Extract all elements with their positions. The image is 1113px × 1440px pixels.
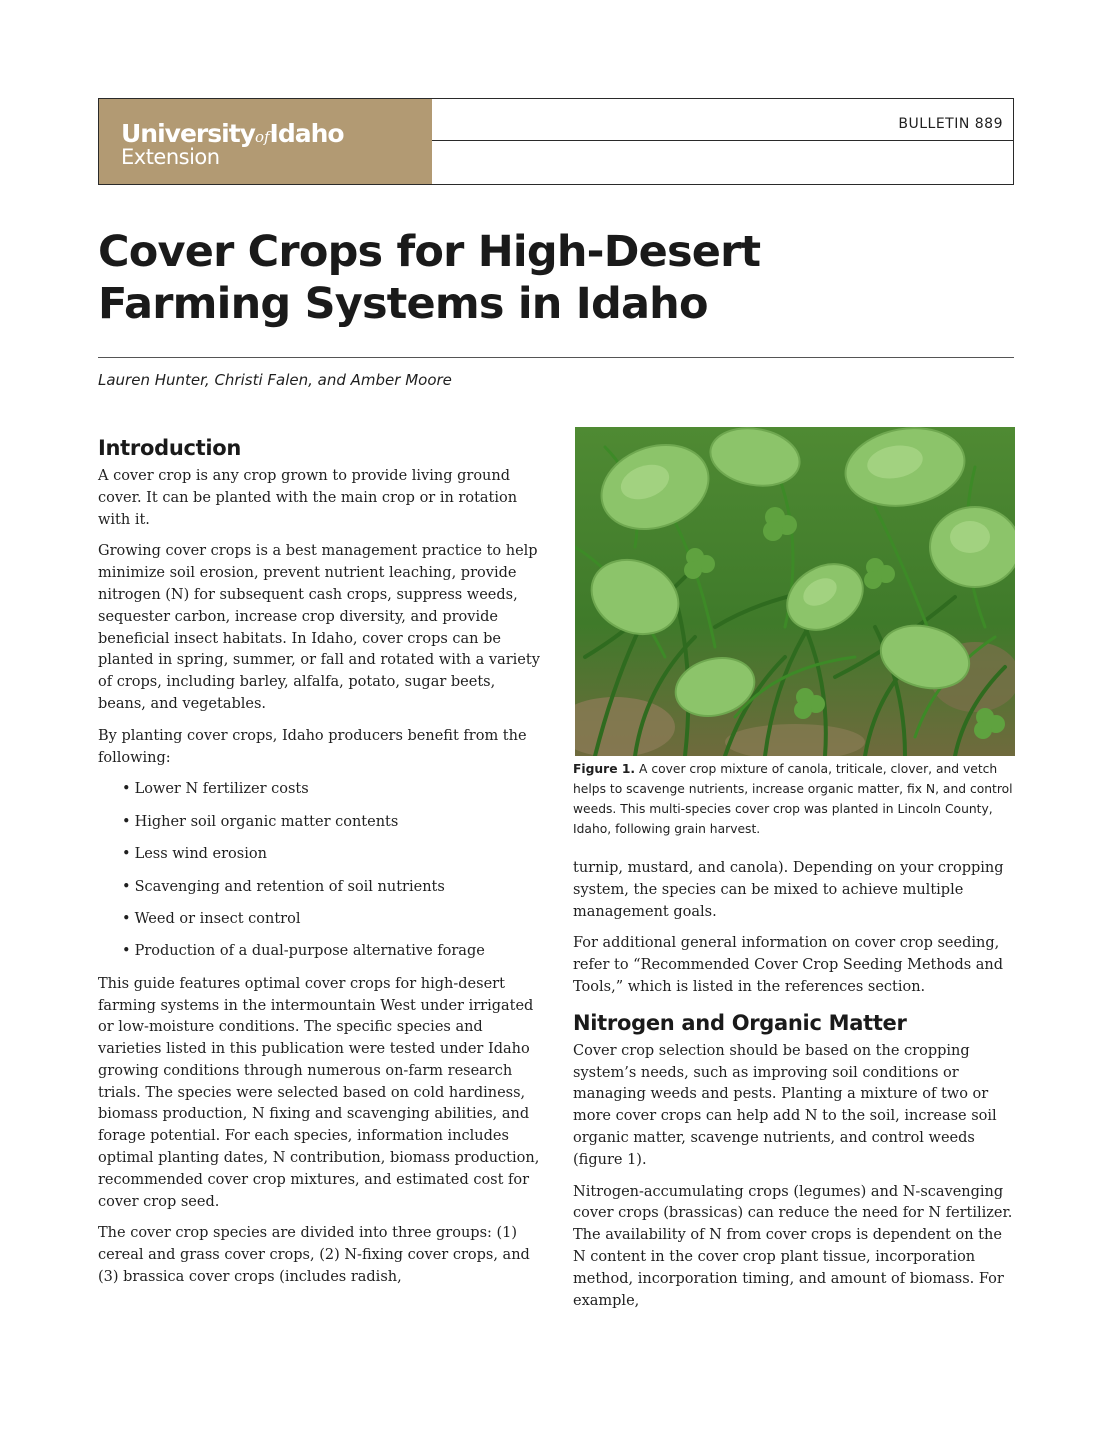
body-paragraph: Cover crop selection should be based on the cropping system’s needs, such as improving soil conditions or managing weeds and pests. Planting a mixture of two or more cover crops can help add N to the soil, increase soil organic matter, scavenge nutrients, and control weeds (figure 1). xyxy=(573,1042,997,1168)
list-item: • Scavenging and retention of soil nutrients xyxy=(122,877,544,899)
intro-paragraph: This guide features optimal cover crops for high-desert farming systems in the intermountain West under irrigated or low-moisture conditions. The specific species and varieties listed in this publication were tested under Idaho growing conditions through numerous on-farm research trials. The species were selected based on cold hardiness, biomass production, N fixing and scavenging abilities, and forage potential. For each species, information includes optimal planting dates, N contribution, biomass production, recommended cover crop mixtures, and estimated cost for cover crop seed. xyxy=(98,975,540,1210)
cover-crop-image xyxy=(575,427,1015,756)
title-line-2: Farming Systems in Idaho xyxy=(98,279,708,329)
figure-caption xyxy=(573,759,1018,839)
list-item: • Higher soil organic matter contents xyxy=(122,812,544,834)
logo-extension: Extension xyxy=(121,145,220,169)
list-item: • Lower N fertilizer costs xyxy=(122,779,544,801)
bulletin-number: BULLETIN 889 xyxy=(898,116,1003,132)
figure-label: Figure 1. xyxy=(573,762,636,776)
benefits-list xyxy=(98,779,544,963)
logo-university-name: UniversityofIdaho xyxy=(121,119,344,148)
body-paragraph: turnip, mustard, and canola). Depending on your cropping system, the species can be mixed to achieve multiple management goals. xyxy=(573,860,1004,920)
title-line-1: Cover Crops for High-Desert xyxy=(98,227,761,277)
list-item: • Production of a dual-purpose alternative forage xyxy=(122,941,544,963)
left-column xyxy=(98,434,544,1299)
intro-heading: Introduction xyxy=(98,436,242,460)
header-band xyxy=(98,98,1014,185)
intro-paragraph: By planting cover crops, Idaho producers benefit from the following: xyxy=(98,727,527,766)
university-logo[interactable] xyxy=(99,99,432,184)
title-divider xyxy=(98,357,1014,358)
intro-paragraph: Growing cover crops is a best management practice to help minimize soil erosion, prevent nutrient leaching, provide nitrogen (N) for subsequent cash crops, suppress weeds, sequester carbon, increase crop diversity, and provide beneficial insect habitats. In Idaho, cover crops can be planted in spring, summer, or fall and rotated with a variety of crops, including barley, alfalfa, potato, sugar beets, beans, and vegetables. xyxy=(98,543,540,712)
cover-crop-photo xyxy=(575,427,1015,756)
page-title xyxy=(98,226,998,330)
nitrogen-heading: Nitrogen and Organic Matter xyxy=(573,1010,907,1035)
body-paragraph: Nitrogen-accumulating crops (legumes) and N-scavenging cover crops (brassicas) can reduce the need for N fertilizer. The availability of N from cover crops is dependent on the N content in the cover crop plant tissue, incorporation method, incorporation timing, and amount of biomass. For example, xyxy=(573,1183,1013,1309)
authors: Lauren Hunter, Christi Falen, and Amber Moore xyxy=(98,371,452,389)
body-paragraph: For additional general information on cover crop seeding, refer to “Recommended Cover Crop Seeding Methods and Tools,” which is listed in the references section. xyxy=(573,935,1004,995)
intro-paragraph: A cover crop is any crop grown to provide living ground cover. It can be planted with the main crop or in rotation with it. xyxy=(98,468,518,528)
list-item: • Weed or insect control xyxy=(122,909,544,931)
figure-caption-text: A cover crop mixture of canola, triticale, clover, and vetch helps to scavenge nutrients, increase organic matter, fix N, and control weeds. This multi-species cover crop was planted in Lincoln County, Idaho, following grain harvest. xyxy=(573,762,1013,836)
right-column xyxy=(573,858,1014,1322)
list-item: • Less wind erosion xyxy=(122,844,544,866)
intro-paragraph: The cover crop species are divided into three groups: (1) cereal and grass cover crops, (2) N-fixing cover crops, and (3) brassica cover crops (includes radish, xyxy=(98,1225,530,1286)
header-divider xyxy=(432,140,1013,141)
